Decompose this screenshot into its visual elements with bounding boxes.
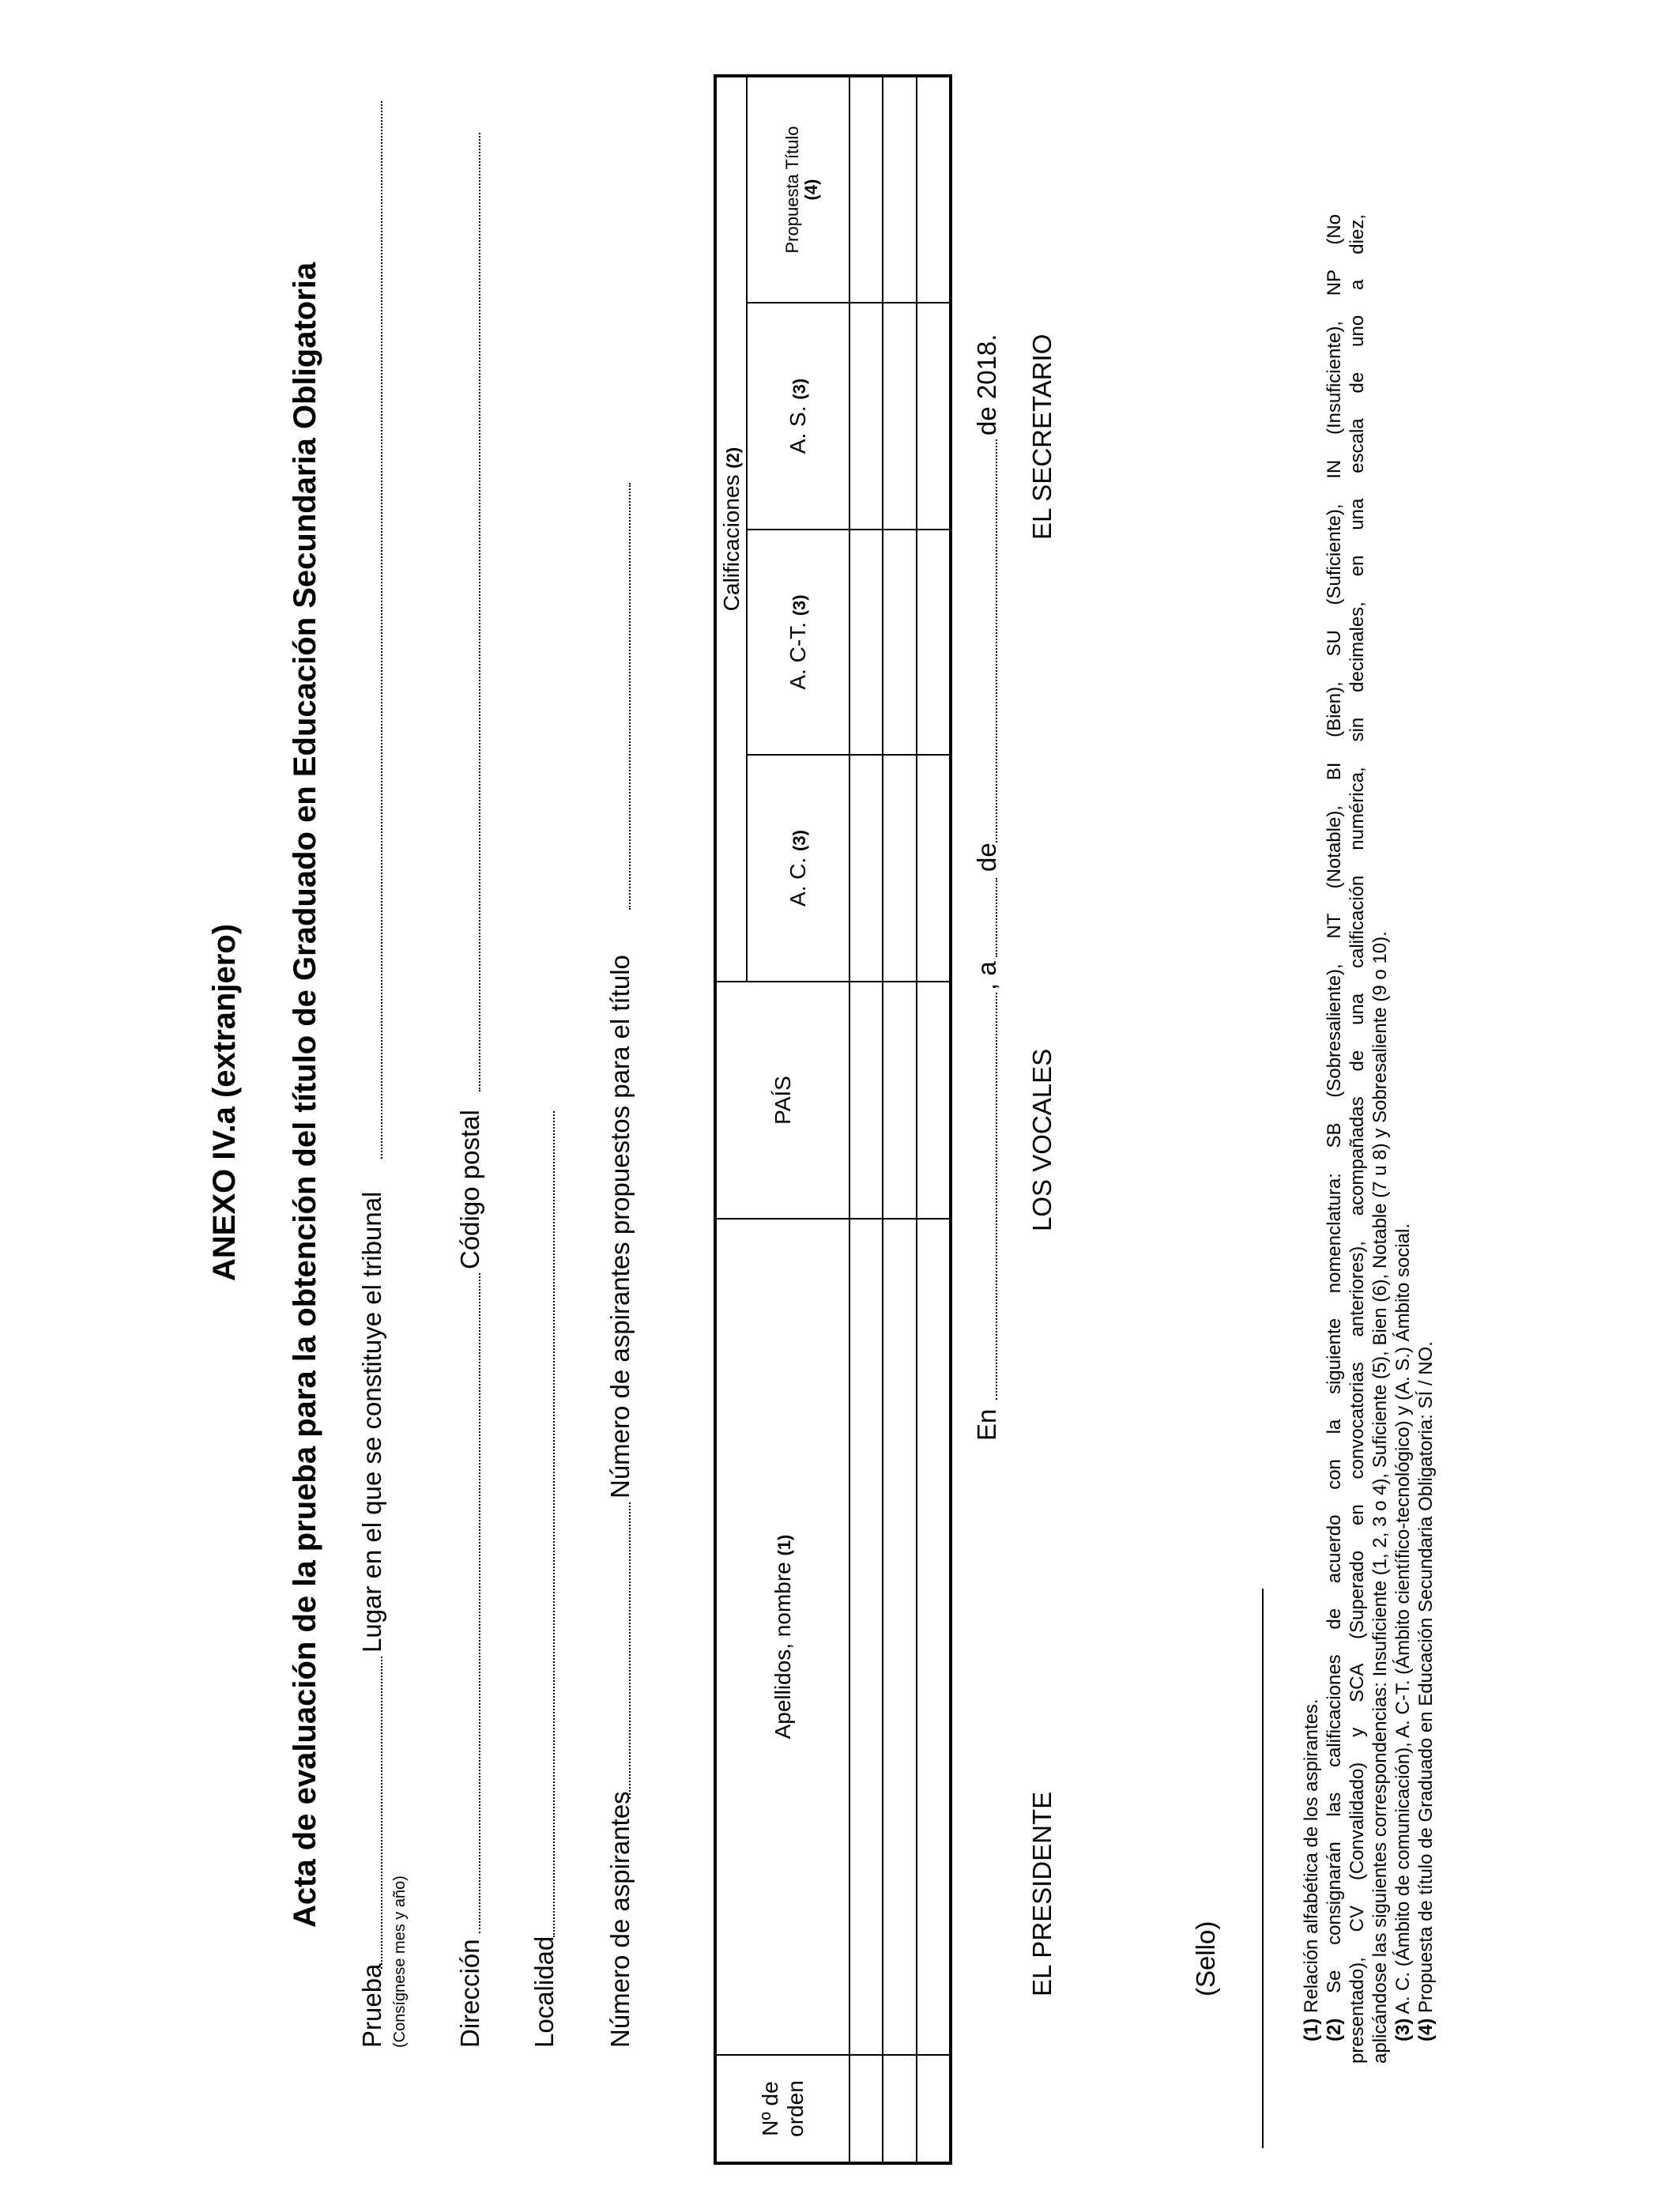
header-apellidos: Apellidos, nombre (1) bbox=[715, 1219, 849, 2055]
footnote-2-line-2: presentado), CV (Convalidado) y SCA (Superado en convocatorias anteriores), acompañadas de una calificación numérica, sin decimales, en una escala de uno a diez, bbox=[1347, 214, 1368, 2064]
header-orden: Nº de orden bbox=[715, 2055, 849, 2163]
footnote-3: (3) A. C. (Ámbito de comunicación), A. C-T. (Ámbito científico-tecnológico) y (A. S.) Ámbito social. bbox=[1392, 1223, 1414, 2041]
cell-as[interactable] bbox=[849, 303, 883, 530]
header-propuesta: Propuesta Título (4) bbox=[783, 76, 849, 303]
header-calificaciones: Calificaciones (2) bbox=[715, 76, 747, 982]
cell-propuesta[interactable] bbox=[849, 76, 883, 303]
cell-act[interactable] bbox=[883, 530, 917, 755]
cell-as[interactable] bbox=[883, 303, 917, 530]
footnote-1: (1) Relación alfabética de los aspirantes. bbox=[1301, 1698, 1322, 2041]
localidad-fill-line[interactable] bbox=[553, 1111, 555, 1937]
date-year-label: de 2018. bbox=[972, 334, 1001, 435]
header-ac: A. C. (3) bbox=[747, 755, 849, 982]
direccion-label: Dirección bbox=[455, 1939, 484, 2048]
cell-ac[interactable] bbox=[917, 755, 951, 982]
footnote-4: (4) Propuesta de título de Graduado en Educación Secundaria Obligatoria: SÍ / NO. bbox=[1415, 1341, 1437, 2041]
cell-propuesta[interactable] bbox=[883, 76, 917, 303]
table-row bbox=[849, 76, 883, 2163]
num-aspirantes-fill-line[interactable] bbox=[629, 1502, 631, 1799]
cell-ac[interactable] bbox=[883, 755, 917, 982]
footnote-2-line-1: (2) Se consignarán las calificaciones de acuerdo con la siguiente nomenclatura: SB (Sobresaliente), NT (Notable), BI (Bien), SU (Suficiente), IN (Insuficiente), NP (No bbox=[1324, 214, 1345, 2041]
secretario-signature: EL SECRETARIO bbox=[1027, 334, 1057, 540]
footnote-rule bbox=[1262, 1589, 1264, 2148]
cell-ac[interactable] bbox=[849, 755, 883, 982]
cell-apellidos[interactable] bbox=[883, 1219, 917, 2055]
date-en-label: En bbox=[972, 1408, 1001, 1441]
table-row bbox=[917, 76, 951, 2163]
cell-apellidos[interactable] bbox=[917, 1219, 951, 2055]
cell-act[interactable] bbox=[917, 530, 951, 755]
prueba-hint: (Consígnese mes y año) bbox=[391, 1875, 409, 2048]
prueba-label: Prueba bbox=[357, 1963, 386, 2048]
num-propuestos-fill-line[interactable] bbox=[629, 483, 631, 910]
localidad-label: Localidad bbox=[529, 1936, 559, 2048]
lugar-label: Lugar en el que se constituye el tribunal bbox=[357, 1191, 386, 1653]
cell-pais[interactable] bbox=[883, 982, 917, 1219]
vocales-signature: LOS VOCALES bbox=[1027, 1048, 1057, 1231]
cell-act[interactable] bbox=[849, 530, 883, 755]
table-row bbox=[883, 76, 917, 2163]
header-as: A. S. (3) bbox=[747, 303, 849, 530]
presidente-signature: EL PRESIDENTE bbox=[1027, 1791, 1057, 1996]
prueba-fill-line[interactable] bbox=[381, 1657, 382, 1969]
header-propuesta-spacer bbox=[747, 76, 783, 303]
date-a-label: , a bbox=[972, 961, 1001, 990]
date-month-fill-line[interactable] bbox=[996, 439, 997, 843]
cell-orden[interactable] bbox=[849, 2055, 883, 2163]
cell-pais[interactable] bbox=[917, 982, 951, 1219]
cell-propuesta[interactable] bbox=[917, 76, 951, 303]
cell-orden[interactable] bbox=[917, 2055, 951, 2163]
lugar-fill-line[interactable] bbox=[381, 101, 382, 1159]
date-place-fill-line[interactable] bbox=[996, 993, 997, 1400]
cell-apellidos[interactable] bbox=[849, 1219, 883, 2055]
document-title: Acta de evaluación de la prueba para la obtención del título de Graduado en Educación Secundaria Obligatoria bbox=[288, 262, 322, 1928]
evaluation-table bbox=[714, 74, 952, 2165]
codigo-postal-fill-line[interactable] bbox=[479, 133, 480, 1091]
header-act: A. C-T. (3) bbox=[747, 530, 849, 755]
date-day-fill-line[interactable] bbox=[996, 878, 997, 957]
cell-as[interactable] bbox=[917, 303, 951, 530]
direccion-fill-line[interactable] bbox=[479, 1273, 480, 1933]
cell-orden[interactable] bbox=[883, 2055, 917, 2163]
num-propuestos-label: Número de aspirantes propuestos para el título bbox=[605, 955, 635, 1498]
sello-label: (Sello) bbox=[1191, 1921, 1220, 1996]
date-de-label: de bbox=[972, 843, 1001, 872]
annex-heading: ANEXO IV.a (extranjero) bbox=[207, 923, 242, 1281]
num-aspirantes-label: Número de aspirantes bbox=[605, 1791, 635, 2048]
codigo-postal-label: Código postal bbox=[455, 1110, 484, 1269]
header-pais: PAÍS bbox=[715, 982, 849, 1219]
footnotes bbox=[1300, 214, 1437, 2064]
footnote-2-line-3: aplicándose las siguientes correspondencias: Insuficiente (1, 2, 3 o 4), Suficiente (5), Bien (6), Notable (7 u 8) y Sobresaliente (9 o 10). bbox=[1369, 931, 1391, 2064]
cell-pais[interactable] bbox=[849, 982, 883, 1219]
